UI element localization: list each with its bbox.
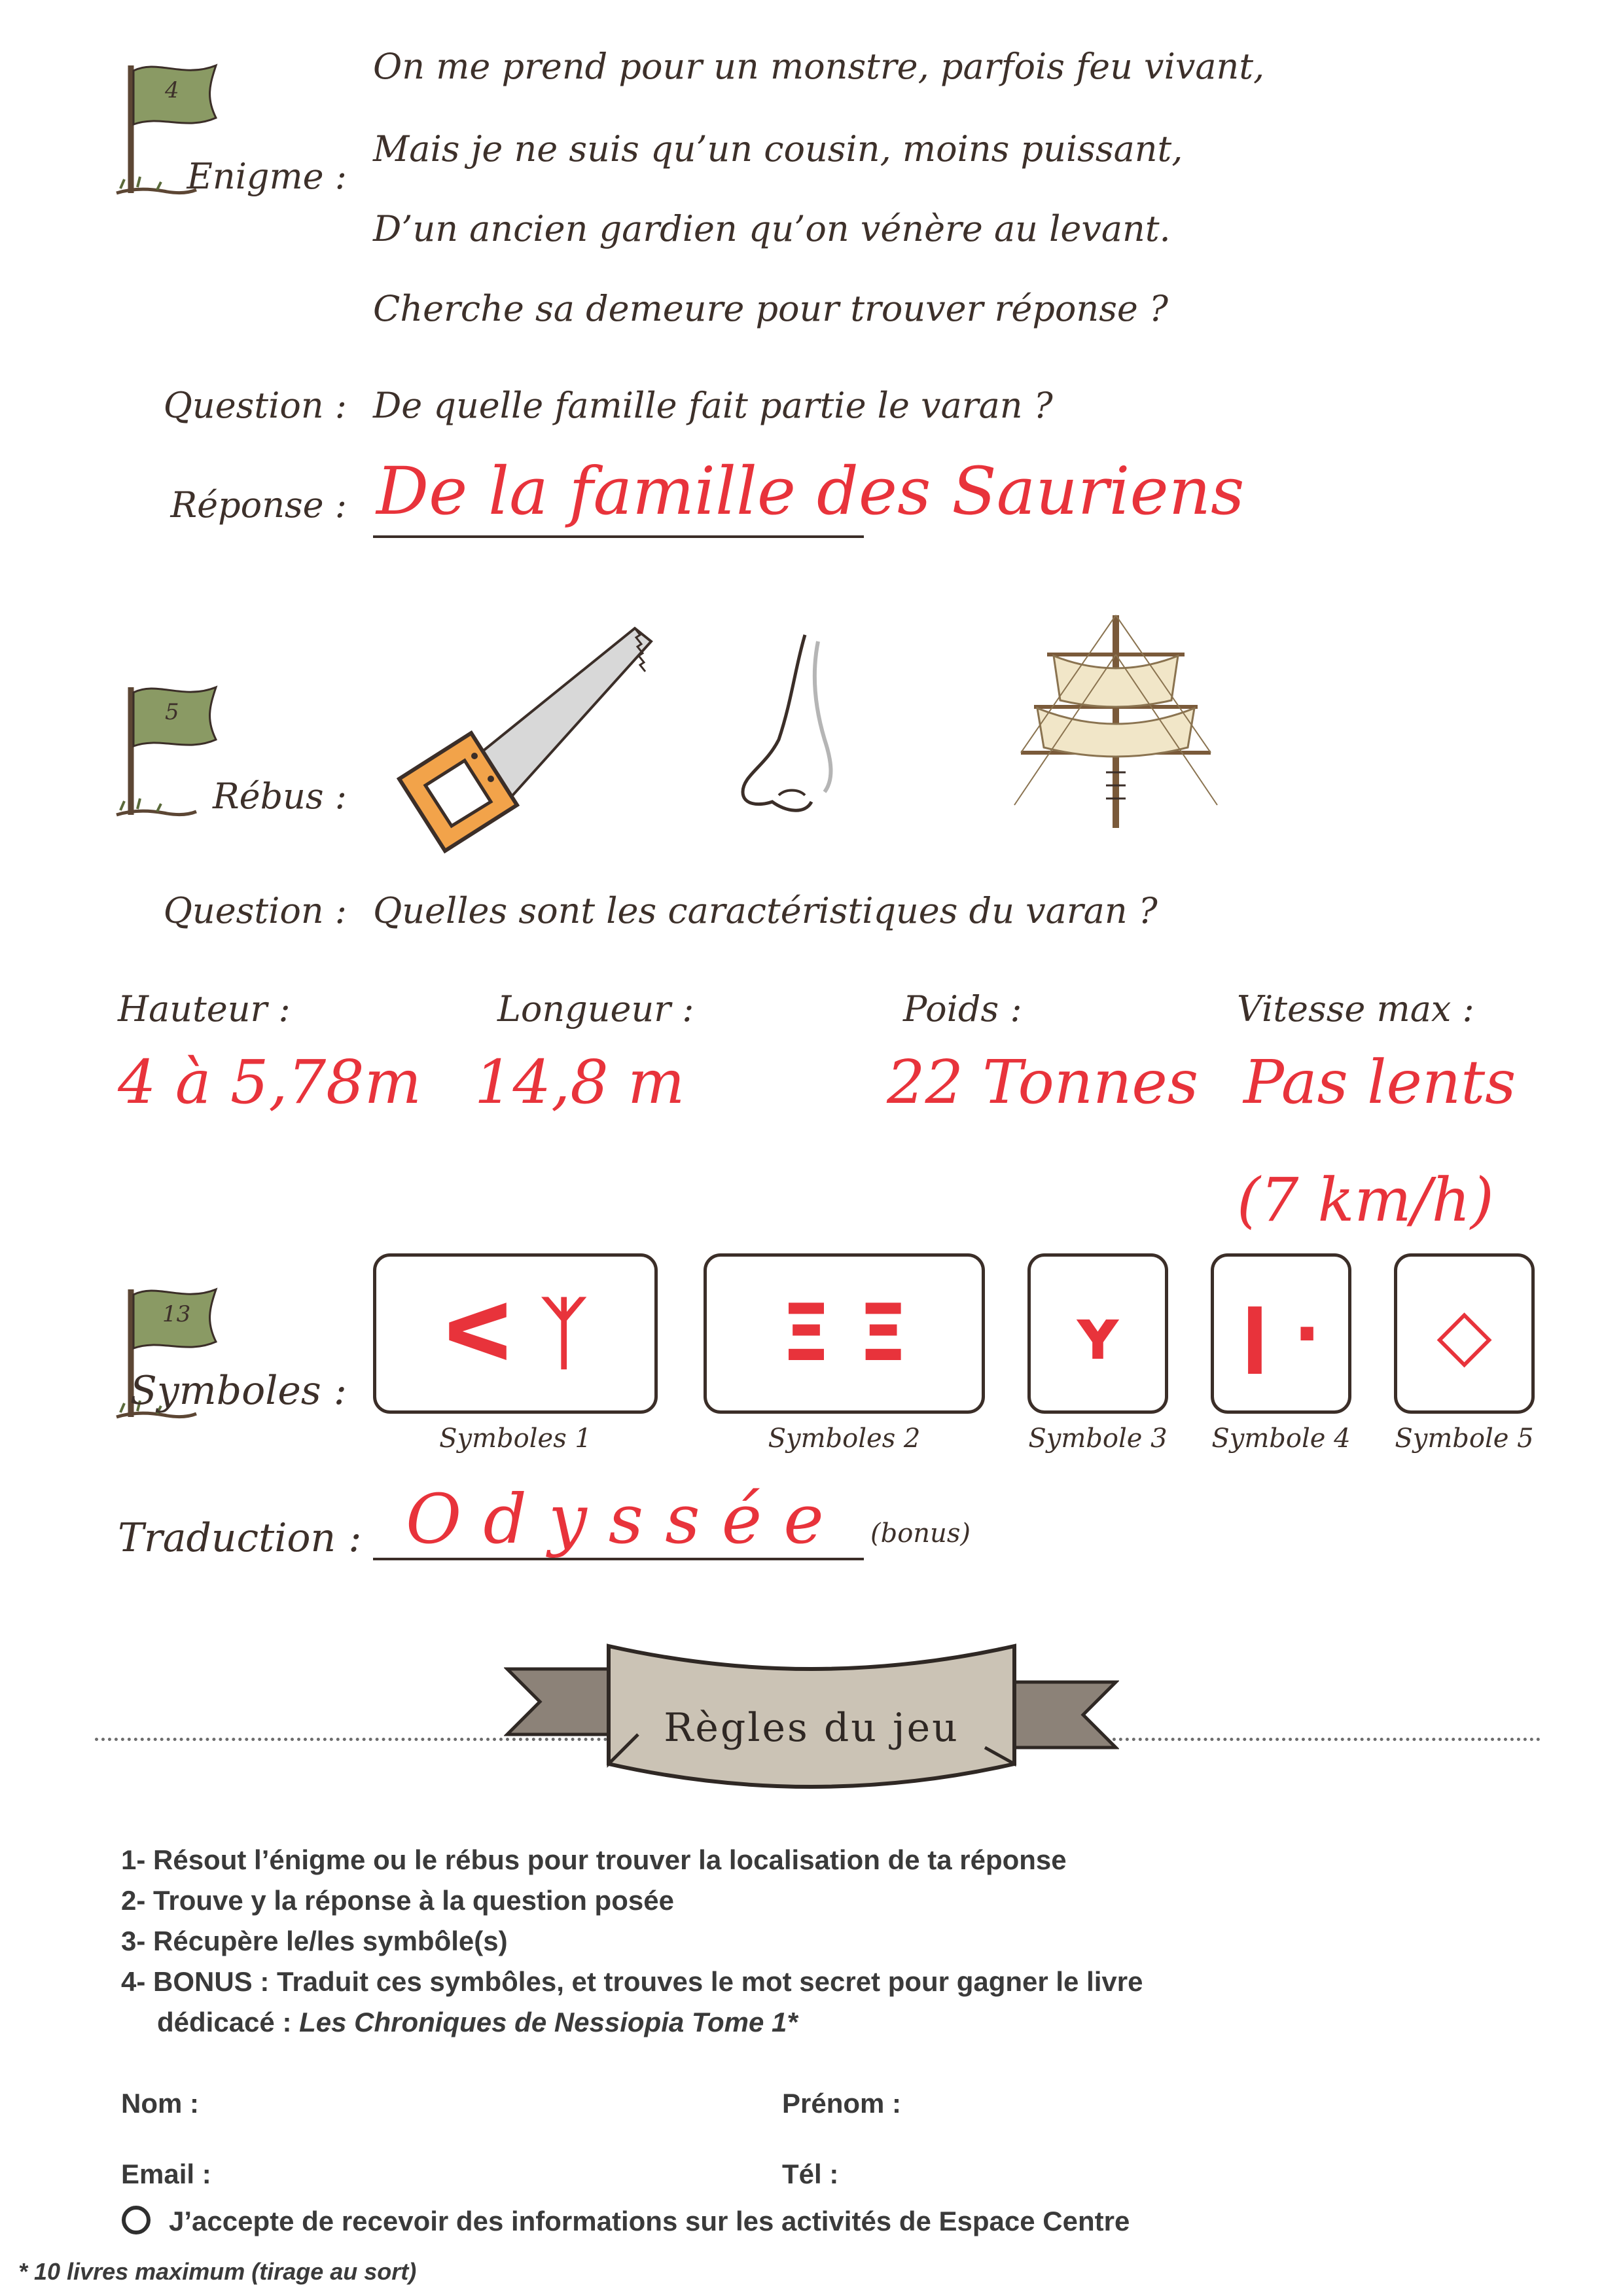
stat-label-poids: Poids : xyxy=(903,988,1022,1030)
stat-value-poids[interactable]: 22 Tonnes xyxy=(887,1047,1199,1117)
flag-number: 5 xyxy=(165,699,179,725)
symbol-caption-1: Symboles 1 xyxy=(439,1424,592,1454)
flag-number: 13 xyxy=(162,1301,191,1327)
stat-label-longueur: Longueur : xyxy=(497,988,694,1030)
rebus-question-label: Question : xyxy=(163,890,347,931)
symbol-caption-5: Symbole 5 xyxy=(1395,1424,1534,1454)
symbol-caption-4: Symbole 4 xyxy=(1211,1424,1351,1454)
stat-label-vitesse: Vitesse max : xyxy=(1237,988,1474,1030)
translation-bonus: (bonus) xyxy=(870,1518,971,1549)
stat-label-hauteur: Hauteur : xyxy=(118,988,291,1030)
nose-icon xyxy=(733,628,851,818)
translation-label: Traduction : xyxy=(118,1515,362,1561)
field-prenom[interactable]: Prénom : xyxy=(782,2088,902,2119)
rebus-label: Rébus : xyxy=(212,776,347,817)
symbol-box-5[interactable] xyxy=(1394,1253,1535,1414)
symbol-box-3[interactable] xyxy=(1027,1253,1168,1414)
stat-value-vitesse-extra[interactable]: (7 km/h) xyxy=(1237,1165,1494,1235)
field-email[interactable]: Email : xyxy=(121,2159,211,2189)
rules-banner-title: Règles du jeu xyxy=(664,1705,959,1751)
translation-answer[interactable]: O d y s s é e xyxy=(406,1479,824,1559)
consent-radio[interactable] xyxy=(122,2206,151,2234)
riddle-line-3: D’un ancien gardien qu’on vénère au levant. xyxy=(373,208,1171,249)
symbol-caption-3: Symbole 3 xyxy=(1028,1424,1168,1454)
flag-number: 4 xyxy=(165,77,179,103)
symbol-glyph-2: Ξ Ξ xyxy=(781,1288,908,1379)
symbol-box-4[interactable] xyxy=(1211,1253,1351,1414)
ship-mast-icon xyxy=(1008,609,1224,831)
rule-4: 4- BONUS : Traduit ces symbôles, et trouves le mot secret pour gagner le livre xyxy=(121,1966,1143,1997)
riddle-answer[interactable]: De la famille des Sauriens xyxy=(376,453,1245,529)
rule-3: 3- Récupère le/les symbôle(s) xyxy=(121,1926,508,1956)
consent-label: J’accepte de recevoir des informations sur les activités de Espace Centre xyxy=(169,2206,1130,2236)
field-nom[interactable]: Nom : xyxy=(121,2088,199,2119)
rule-4-book: Les Chroniques de Nessiopia Tome 1* xyxy=(299,2007,798,2037)
rule-4-prefix: dédicacé : xyxy=(157,2007,300,2037)
symbol-glyph-1: ᐸ ᛉ xyxy=(443,1288,588,1379)
riddle-answer-underline xyxy=(373,535,864,538)
symbol-glyph-5: ◇ xyxy=(1436,1291,1492,1376)
riddle-answer-label: Réponse : xyxy=(170,484,347,526)
rule-2: 2- Trouve y la réponse à la question posée xyxy=(121,1885,674,1916)
symbol-glyph-4: ǀ · xyxy=(1241,1291,1321,1376)
riddle-question: De quelle famille fait partie le varan ? xyxy=(373,385,1053,426)
riddle-line-1: On me prend pour un monstre, parfois feu vivant, xyxy=(373,46,1265,87)
stat-value-vitesse[interactable]: Pas lents xyxy=(1243,1047,1516,1117)
stat-value-longueur[interactable]: 14,8 m xyxy=(474,1047,685,1117)
riddle-label: Enigme : xyxy=(187,156,347,197)
symbol-glyph-3: ʏ xyxy=(1071,1291,1124,1376)
riddle-line-2: Mais je ne suis qu’un cousin, moins puissant, xyxy=(373,128,1183,170)
saw-icon xyxy=(393,615,668,864)
rebus-question: Quelles sont les caractéristiques du varan ? xyxy=(373,890,1158,931)
field-tel[interactable]: Tél : xyxy=(782,2159,839,2189)
symbol-box-2[interactable] xyxy=(704,1253,985,1414)
rule-1: 1- Résout l’énigme ou le rébus pour trouver la localisation de ta réponse xyxy=(121,1844,1067,1875)
footnote: * 10 livres maximum (tirage au sort) xyxy=(18,2258,417,2285)
riddle-line-4: Cherche sa demeure pour trouver réponse ? xyxy=(373,288,1168,329)
symbol-caption-2: Symboles 2 xyxy=(768,1424,921,1454)
riddle-question-label: Question : xyxy=(163,385,347,426)
stat-value-hauteur[interactable]: 4 à 5,78m xyxy=(118,1047,421,1117)
rule-4-continuation xyxy=(157,2007,798,2038)
translation-underline xyxy=(373,1558,864,1560)
symbol-box-1[interactable] xyxy=(373,1253,658,1414)
symbols-label: Symboles : xyxy=(130,1368,347,1414)
